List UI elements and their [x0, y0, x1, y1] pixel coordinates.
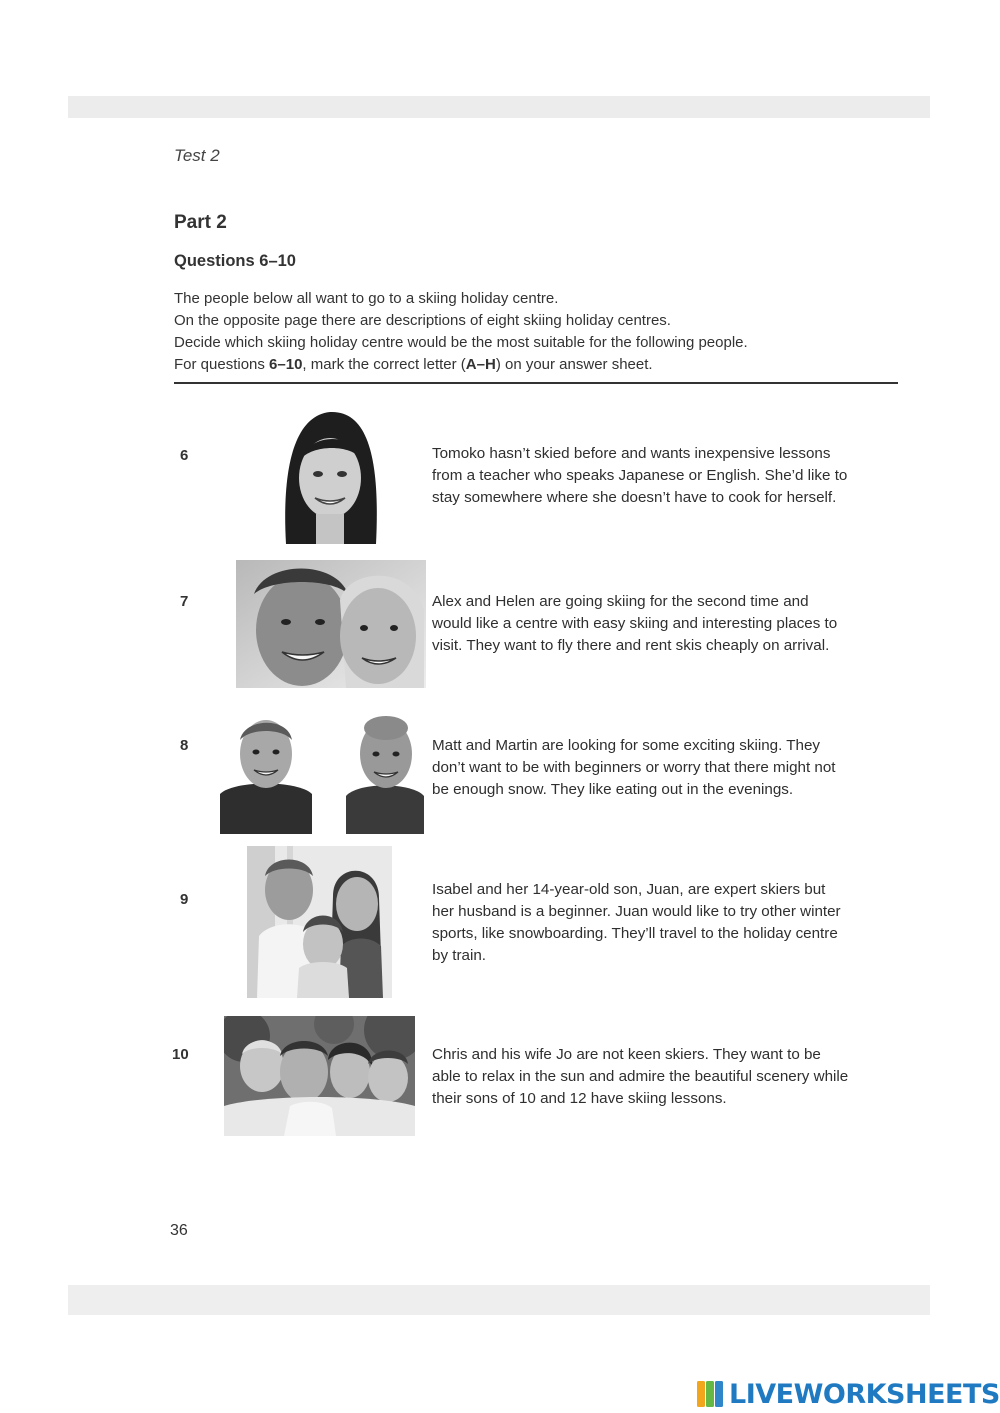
instruction-bold-range: 6–10 — [269, 356, 303, 373]
question-number: 8 — [180, 737, 189, 754]
question-number: 9 — [180, 891, 189, 908]
scan-shadow-bottom — [68, 1285, 930, 1315]
questions-title: Questions 6–10 — [174, 252, 296, 270]
portrait-photo — [220, 710, 312, 834]
portrait-photo — [346, 710, 424, 834]
question-line: stay somewhere where she doesn’t have to cook for herself. — [432, 489, 837, 506]
question-line: by train. — [432, 947, 487, 964]
worksheet-page — [68, 118, 930, 1285]
test-label: Test 2 — [174, 146, 220, 165]
question-number: 10 — [172, 1046, 189, 1063]
portrait-photo — [247, 846, 392, 998]
question-line: sports, like snowboarding. They’ll travel to the holiday centre — [432, 925, 838, 942]
question-line: be enough snow. They like eating out in the evenings. — [432, 781, 794, 798]
portrait-photo — [224, 1016, 415, 1136]
question-line: able to relax in the sun and admire the beautiful scenery while — [432, 1068, 849, 1085]
question-line: Matt and Martin are looking for some exciting skiing. They — [432, 737, 821, 754]
question-text — [432, 443, 902, 509]
question-line: from a teacher who speaks Japanese or English. She’d like to — [432, 467, 848, 484]
question-number: 7 — [180, 593, 189, 610]
question-text — [432, 735, 902, 801]
divider-rule — [174, 382, 898, 384]
brand-name: LIVEWORKSHEETS — [729, 1378, 1000, 1410]
scan-shadow-top — [68, 96, 930, 118]
instruction-line: On the opposite page there are descriptions of eight skiing holiday centres. — [174, 312, 671, 329]
instruction-line: Decide which skiing holiday centre would be the most suitable for the following people. — [174, 334, 748, 351]
question-line: Isabel and her 14-year-old son, Juan, are expert skiers but — [432, 881, 826, 898]
question-text — [432, 591, 902, 657]
question-line: Chris and his wife Jo are not keen skiers. They want to be — [432, 1046, 821, 1063]
question-line: would like a centre with easy skiing and interesting places to — [432, 615, 838, 632]
portrait-photo — [236, 560, 426, 688]
instruction-bold-letters: A–H — [465, 356, 496, 373]
instruction-line: The people below all want to go to a skiing holiday centre. — [174, 290, 559, 307]
page-number: 36 — [170, 1222, 188, 1239]
question-line: visit. They want to fly there and rent skis cheaply on arrival. — [432, 637, 830, 654]
instruction-line — [174, 354, 894, 376]
instruction-text: For questions — [174, 356, 270, 373]
liveworksheets-logo-icon — [697, 1381, 723, 1407]
question-line: her husband is a beginner. Juan would like to try other winter — [432, 903, 841, 920]
question-text — [432, 1044, 902, 1110]
liveworksheets-brand[interactable] — [697, 1378, 1000, 1410]
question-line: their sons of 10 and 12 have skiing lessons. — [432, 1090, 727, 1107]
instructions — [174, 288, 894, 376]
instruction-text: , mark the correct letter ( — [302, 356, 466, 373]
portrait-photo — [268, 404, 392, 544]
question-line: don’t want to be with beginners or worry that there might not — [432, 759, 836, 776]
question-line: Tomoko hasn’t skied before and wants inexpensive lessons — [432, 445, 831, 462]
part-title: Part 2 — [174, 212, 227, 233]
question-text — [432, 879, 902, 967]
instruction-text: ) on your answer sheet. — [495, 356, 653, 373]
question-number: 6 — [180, 447, 189, 464]
question-line: Alex and Helen are going skiing for the second time and — [432, 593, 809, 610]
